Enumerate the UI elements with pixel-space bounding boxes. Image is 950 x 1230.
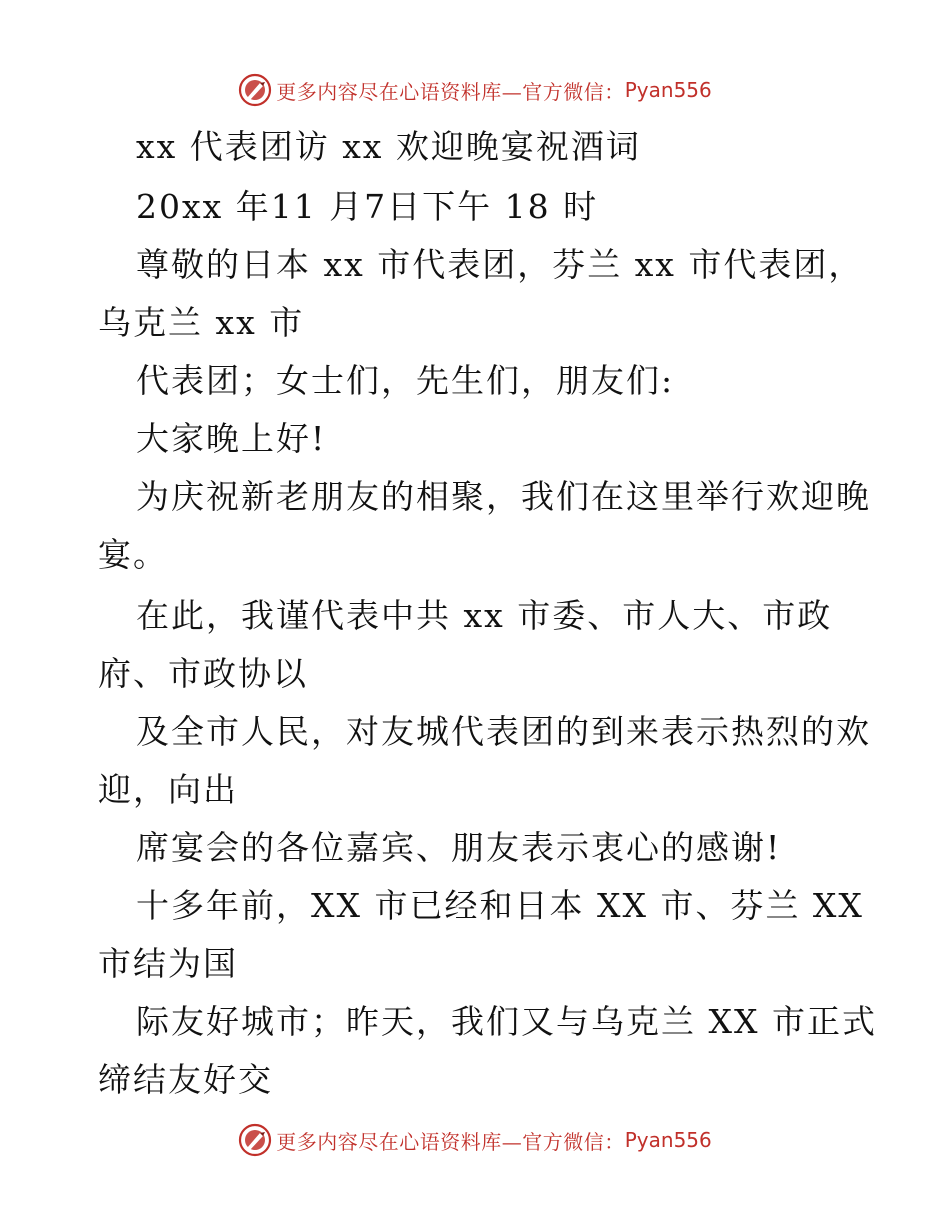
banner-wechat-id: Pyan556	[624, 78, 712, 102]
text-line: 宴。	[98, 535, 168, 574]
text-line: 席宴会的各位嘉宾、朋友表示衷心的感谢!	[136, 828, 782, 867]
text-line: 乌克兰 xx 市	[98, 303, 305, 342]
text-line: 际友好城市；昨天，我们又与乌克兰 XX 市正式	[136, 1002, 877, 1041]
text-line: 十多年前，XX 市已经和日本 XX 市、芬兰 XX	[136, 886, 864, 925]
text-line: 及全市人民，对友城代表团的到来表示热烈的欢	[136, 712, 871, 751]
document-date: 20xx 年11 月7日下午 18 时	[136, 187, 599, 226]
footer-banner	[0, 1120, 950, 1160]
text-line: 府、市政协以	[98, 654, 308, 693]
pen-logo-icon	[238, 1123, 272, 1157]
banner-text: 更多内容尽在心语资料库—官方微信：	[276, 79, 625, 104]
text-line: 大家晚上好!	[136, 419, 327, 458]
banner-wechat-id: Pyan556	[624, 1128, 712, 1152]
document-title: xx 代表团访 xx 欢迎晚宴祝酒词	[136, 127, 641, 166]
text-line: 代表团；女士们，先生们，朋友们:	[136, 361, 675, 400]
banner-text: 更多内容尽在心语资料库—官方微信：	[276, 1129, 625, 1154]
text-line: 在此，我谨代表中共 xx 市委、市人大、市政	[136, 596, 833, 635]
text-line: 缔结友好交	[98, 1060, 273, 1099]
text-line: 迎，向出	[98, 770, 238, 809]
text-line: 市结为国	[98, 944, 238, 983]
text-line: 尊敬的日本 xx 市代表团，芬兰 xx 市代表团，	[136, 245, 864, 284]
text-line: 为庆祝新老朋友的相聚，我们在这里举行欢迎晚	[136, 477, 871, 516]
